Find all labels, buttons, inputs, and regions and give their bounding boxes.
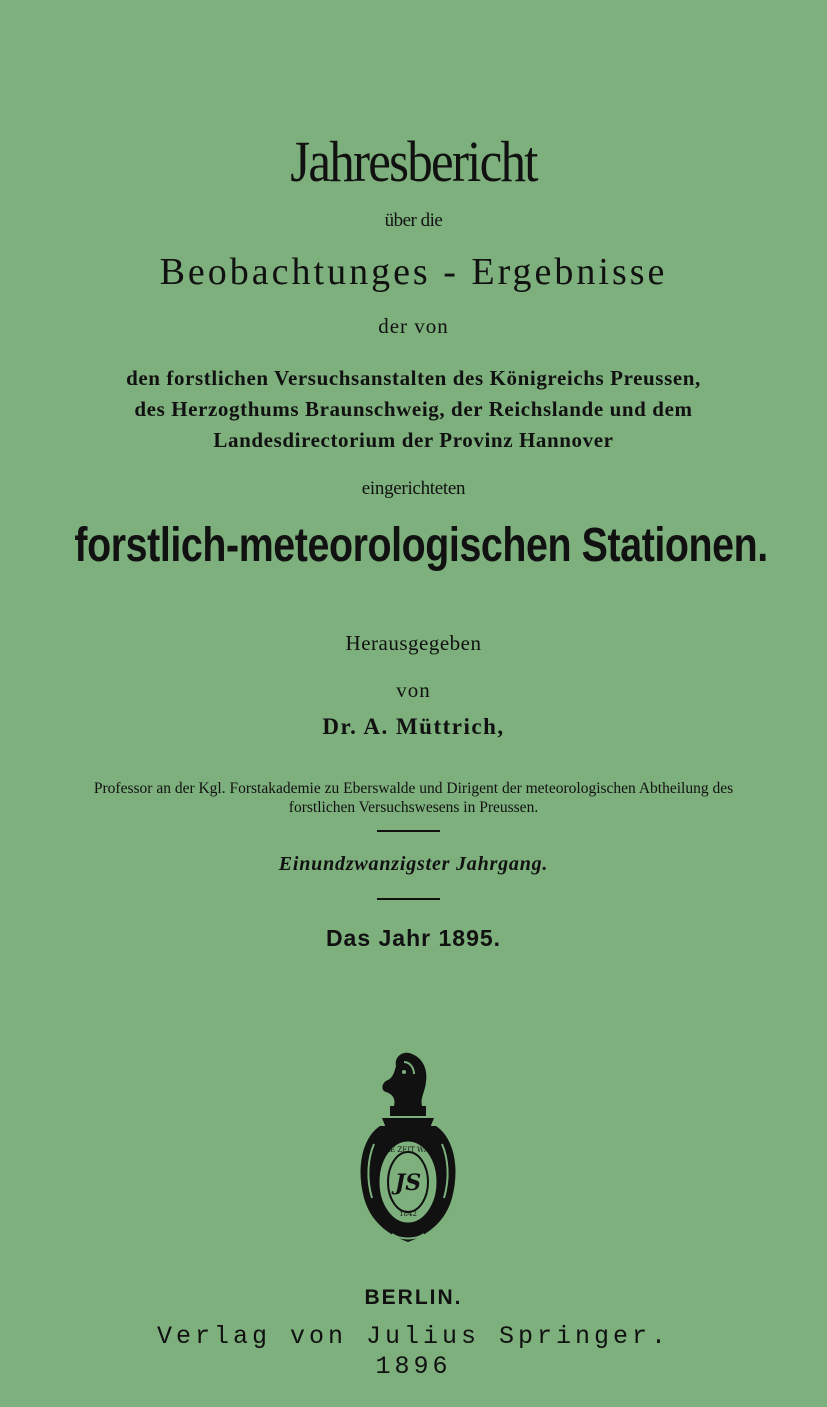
volume-label: Einundzwanzigster Jahrgang. (278, 853, 549, 875)
publisher-name: Verlag von Julius Springer. (156, 1322, 671, 1351)
publication-city: BERLIN. (364, 1286, 463, 1309)
institution-line-1: den forstlichen Versuchsanstalten des Königreichs Preussen, (126, 366, 701, 390)
institution-line-2: des Herzogthums Braunschweig, der Reichslande und dem (134, 397, 693, 421)
publication-year: 1896 (375, 1352, 452, 1381)
author-description-line-1: Professor an der Kgl. Forstakademie zu Eberswalde und Dirigent der meteorologischen Abtheilung des (93, 780, 734, 797)
established-word: eingerichteten (361, 478, 466, 499)
book-title: Jahresbericht (290, 129, 537, 194)
emblem-year: 1842 (399, 1210, 417, 1218)
stations-heading: forstlich-meteorologischen Stationen. (74, 519, 768, 572)
emblem-motto: ALLE ZEIT WACH (375, 1146, 441, 1154)
institution-line-3: Landesdirectorium der Provinz Hannover (213, 428, 614, 452)
preposition-over: über die (384, 210, 443, 231)
divider-rule-2 (377, 898, 440, 900)
edited-label: Herausgegeben (345, 631, 482, 655)
emblem-monogram: JS (394, 1170, 422, 1196)
year-covered: Das Jahr 1895. (325, 925, 502, 951)
divider-rule-1 (377, 830, 440, 832)
springer-knight-emblem-icon (352, 1048, 464, 1248)
author-description-line-2: forstlichen Versuchswesens in Preussen. (288, 799, 539, 816)
by-label: von (396, 678, 431, 702)
author-name: Dr. A. Müttrich, (322, 714, 505, 739)
book-subtitle: Beobachtunges - Ergebnisse (159, 251, 668, 293)
preposition-of: der von (378, 314, 449, 338)
